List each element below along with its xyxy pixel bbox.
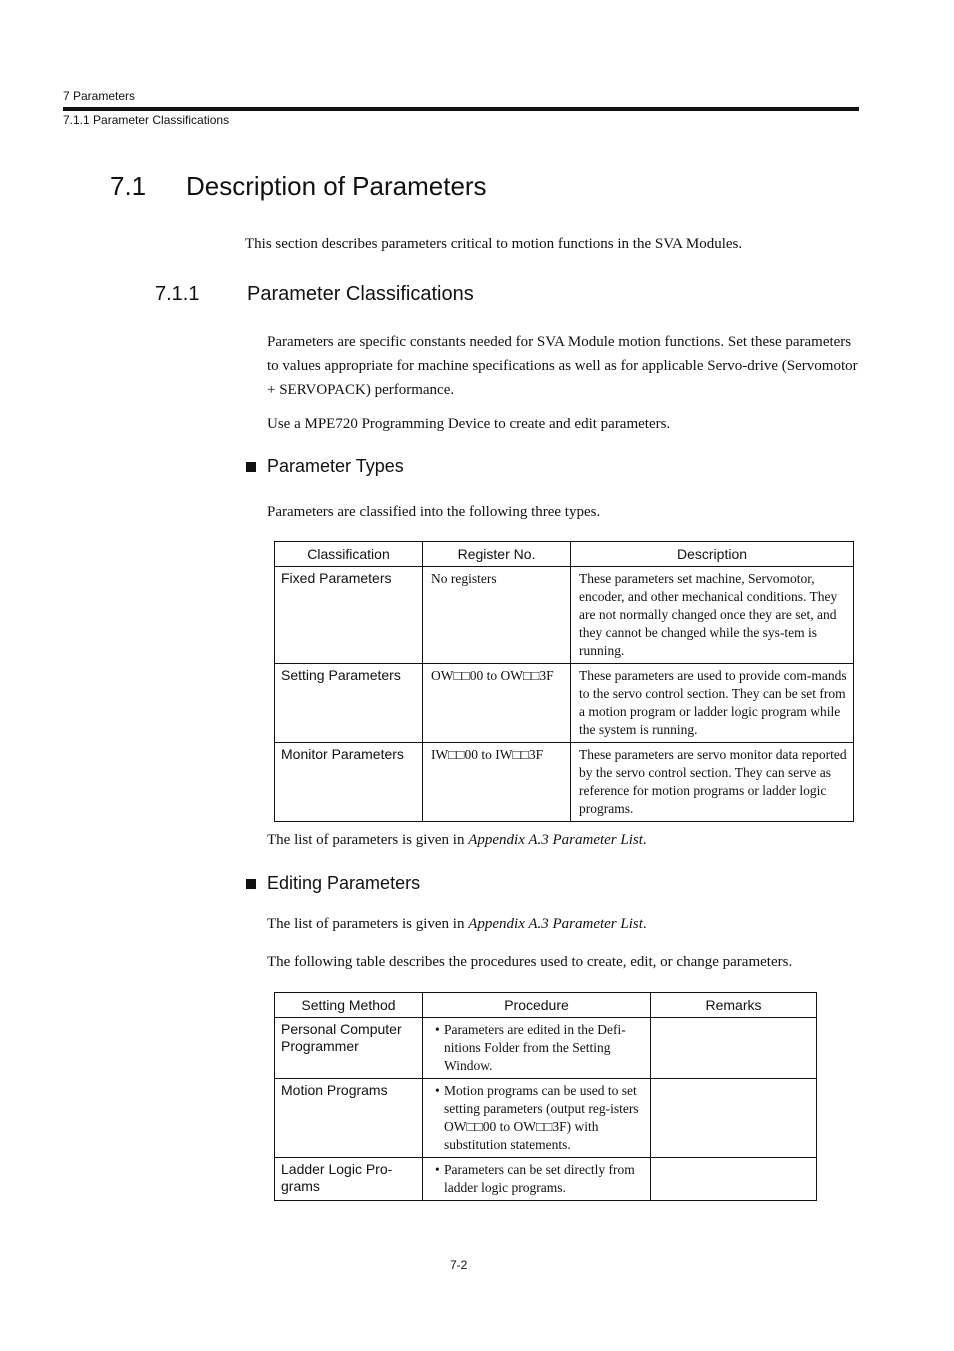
table-row: [275, 743, 854, 822]
cell-classification: Monitor Parameters: [275, 743, 423, 822]
subsection-title: Parameter Classifications: [247, 283, 474, 305]
editing-parameters-intro: The following table describes the procedures used to create, edit, or change parameters.: [267, 954, 793, 970]
cell-classification: Fixed Parameters: [275, 567, 423, 664]
parameter-list-reference: [267, 828, 859, 852]
procedure-text: Parameters are edited in the Defi-nitions Folder from the Setting Window.: [444, 1022, 626, 1073]
cell-register: IW□□00 to IW□□3F: [423, 743, 571, 822]
procedure-text: Motion programs can be used to set setting parameters (output reg-isters OW□□00 to OW□□3F) with substitution statements.: [444, 1083, 639, 1152]
column-header-setting-method: Setting Method: [275, 993, 423, 1018]
cell-remarks: [651, 1158, 817, 1201]
subsection-number: 7.1.1: [155, 283, 200, 305]
column-header-remarks: Remarks: [651, 993, 817, 1018]
cell-procedure: [423, 1079, 651, 1158]
section-number: 7.1: [110, 171, 147, 201]
bullet-icon: •: [435, 1162, 440, 1177]
table-row: [275, 1018, 817, 1079]
page-number: 7-2: [450, 1258, 468, 1272]
cell-remarks: [651, 1079, 817, 1158]
parameter-types-intro: Parameters are classified into the following three types.: [267, 504, 601, 520]
appendix-reference-link[interactable]: Appendix A.3 Parameter List: [468, 832, 643, 848]
table-row: [275, 1158, 817, 1201]
table-header-row: [275, 542, 854, 567]
running-header-chapter: 7 Parameters: [63, 89, 136, 103]
editing-parameters-heading-text: Editing Parameters: [267, 873, 421, 893]
cell-description: These parameters set machine, Servomotor, encoder, and other mechanical conditions. They are not normally changed once they are set, and they cannot be changed while the sys-tem is running.: [571, 567, 854, 664]
column-header-procedure: Procedure: [423, 993, 651, 1018]
reference-text: The list of parameters is given in: [267, 832, 469, 848]
parameter-types-table: [274, 541, 854, 822]
column-header-classification: Classification: [275, 542, 423, 567]
cell-procedure: [423, 1018, 651, 1079]
procedure-text: Parameters can be set directly from ladder logic programs.: [444, 1162, 635, 1195]
appendix-reference-link[interactable]: Appendix A.3 Parameter List: [468, 916, 643, 932]
table-row: [275, 664, 854, 743]
cell-remarks: [651, 1018, 817, 1079]
reference-period: .: [642, 832, 647, 848]
running-header-section: 7.1.1 Parameter Classifications: [63, 113, 230, 127]
reference-text: The list of parameters is given in: [267, 916, 469, 932]
parameter-types-heading-text: Parameter Types: [267, 456, 404, 476]
square-bullet-icon: [246, 879, 256, 889]
cell-setting-method: Personal Computer Programmer: [275, 1018, 423, 1079]
parameter-types-heading: [246, 456, 404, 477]
column-header-register: Register No.: [423, 542, 571, 567]
bullet-icon: •: [435, 1022, 440, 1037]
editing-parameters-heading: [246, 873, 420, 894]
cell-classification: Setting Parameters: [275, 664, 423, 743]
square-bullet-icon: [246, 462, 256, 472]
cell-procedure: [423, 1158, 651, 1201]
header-rule: [63, 107, 859, 111]
table-row: [275, 1079, 817, 1158]
cell-description: These parameters are used to provide com-mands to the servo control section. They can be set from a motion program or ladder logic program while the system is running.: [571, 664, 854, 743]
cell-register: No registers: [423, 567, 571, 664]
cell-description: These parameters are servo monitor data reported by the servo control section. They can serve as reference for motion programs or ladder logic programs.: [571, 743, 854, 822]
cell-register: OW□□00 to OW□□3F: [423, 664, 571, 743]
table-row: [275, 567, 854, 664]
section-title: Description of Parameters: [186, 171, 487, 201]
reference-period: .: [642, 916, 647, 932]
editing-parameters-table: [274, 992, 817, 1201]
cell-setting-method: Motion Programs: [275, 1079, 423, 1158]
section-intro: This section describes parameters critical to motion functions in the SVA Modules.: [245, 236, 743, 252]
bullet-icon: •: [435, 1083, 440, 1098]
column-header-description: Description: [571, 542, 854, 567]
subsection-paragraph-2: Use a MPE720 Programming Device to create and edit parameters.: [267, 416, 671, 432]
table-header-row: [275, 993, 817, 1018]
subsection-paragraph-1: Parameters are specific constants needed for SVA Module motion functions. Set these parameters to values appropriate for machine specifications as well as for applicable Servo-drive (Servomotor + SERVOPACK) performance.: [267, 334, 858, 398]
cell-setting-method: Ladder Logic Pro-grams: [275, 1158, 423, 1201]
editing-parameter-list-reference: [267, 912, 859, 936]
